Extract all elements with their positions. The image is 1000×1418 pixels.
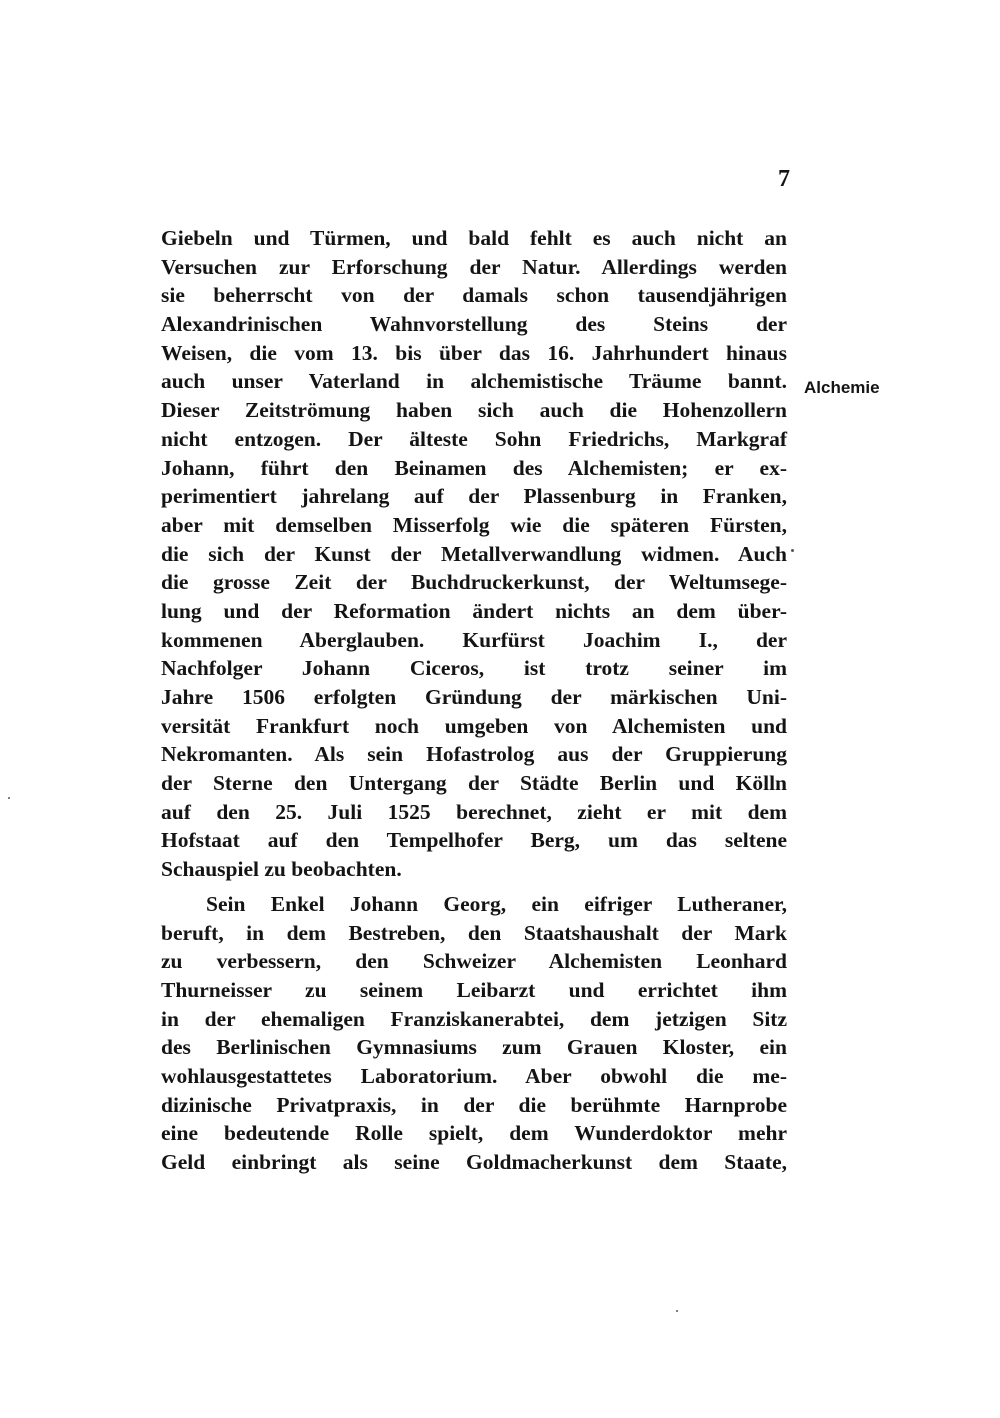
text-line: sie beherrscht von der damals schon tausendjährigen [161, 283, 787, 308]
body-text [161, 224, 787, 1177]
text-line: Sein Enkel Johann Georg, ein eifriger Lutheraner, [206, 891, 787, 916]
text-line: Thurneisser zu seinem Leibarzt und errichtet ihm [161, 977, 787, 1002]
text-line: aber mit demselben Misserfolg wie die späteren Fürsten, [161, 512, 787, 537]
text-line: in der ehemaligen Franziskanerabtei, dem jetzigen Sitz [161, 1006, 787, 1031]
text-line: auch unser Vaterland in alchemistische Träume bannt. [161, 369, 787, 394]
margin-note: Alchemie [804, 378, 880, 397]
text-line: des Berlinischen Gymnasiums zum Grauen Kloster, ein [161, 1035, 787, 1060]
text-line: Giebeln und Türmen, und bald fehlt es auch nicht an [161, 226, 787, 250]
scan-speck [791, 549, 794, 552]
text-line: Hofstaat auf den Tempelhofer Berg, um das seltene [161, 828, 787, 853]
text-line: Johann, führt den Beinamen des Alchemisten; er ex- [161, 455, 787, 480]
text-line: Schauspiel zu beobachten. [161, 857, 402, 882]
text-line: Alexandrinischen Wahnvorstellung des Steins der [161, 312, 787, 337]
text-line: kommenen Aberglauben. Kurfürst Joachim I., der [161, 627, 787, 652]
text-line: perimentiert jahrelang auf der Plassenburg in Franken, [161, 484, 787, 509]
text-line: Jahre 1506 erfolgten Gründung der märkischen Uni- [161, 685, 787, 709]
text-line: Dieser Zeitströmung haben sich auch die Hohenzollern [161, 398, 787, 423]
text-line: Weisen, die vom 13. bis über das 16. Jahrhundert hinaus [161, 340, 787, 365]
text-line: Nachfolger Johann Ciceros, ist trotz seiner im [161, 656, 787, 681]
text-line: die sich der Kunst der Metallverwandlung widmen. Auch [161, 541, 787, 566]
paragraph [161, 890, 787, 1177]
page-number: 7 [778, 166, 790, 192]
text-line: versität Frankfurt noch umgeben von Alchemisten und [161, 713, 787, 738]
text-line: auf den 25. Juli 1525 berechnet, zieht er mit dem [161, 799, 787, 824]
scan-speck [676, 1310, 678, 1312]
text-line: eine bedeutende Rolle spielt, dem Wunderdoktor mehr [161, 1121, 787, 1146]
text-line: Geld einbringt als seine Goldmacherkunst dem Staate, [161, 1150, 787, 1174]
text-line: wohlausgestattetes Laboratorium. Aber obwohl die me- [161, 1063, 787, 1088]
text-line: dizinische Privatpraxis, in der die berühmte Harnprobe [161, 1092, 787, 1117]
text-line: die grosse Zeit der Buchdruckerkunst, der Weltumsege- [161, 570, 787, 595]
text-line: lung und der Reformation ändert nichts an dem über- [161, 598, 787, 623]
text-line: zu verbessern, den Schweizer Alchemisten Leonhard [161, 949, 787, 974]
paragraph [161, 224, 787, 884]
text-line: nicht entzogen. Der älteste Sohn Friedrichs, Markgraf [161, 426, 787, 451]
scan-speck [8, 797, 10, 799]
text-line: der Sterne den Untergang der Städte Berlin und Kölln [161, 771, 787, 796]
text-line: Nekromanten. Als sein Hofastrolog aus der Gruppierung [161, 742, 787, 767]
text-line: Versuchen zur Erforschung der Natur. Allerdings werden [161, 254, 787, 279]
text-line: beruft, in dem Bestreben, den Staatshaushalt der Mark [161, 920, 787, 945]
